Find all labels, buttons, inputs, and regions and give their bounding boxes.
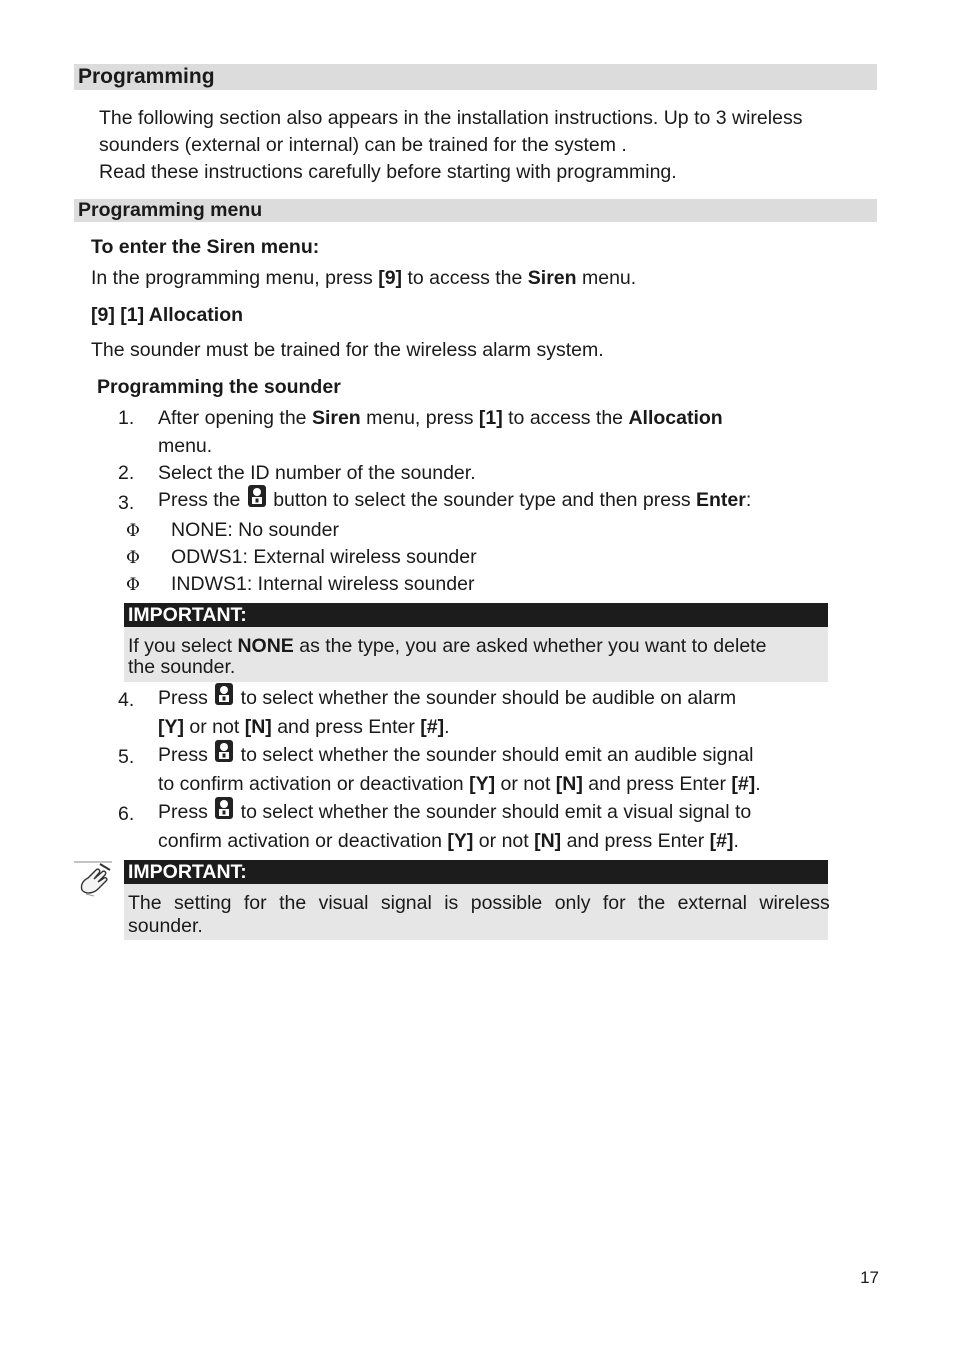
step-5-text-cont: to confirm activation or deactivation [Y] or not [N] and press Enter [#]. xyxy=(158,773,761,795)
page-number: 17 xyxy=(860,1268,879,1287)
step-6-text: Press to select whether the sounder should emit a visual signal to xyxy=(158,796,751,827)
step-3-text: Press the button to select the sounder type and then press Enter: xyxy=(158,484,751,515)
key-button-icon xyxy=(247,484,267,508)
key-button-icon xyxy=(214,739,234,763)
step-4-text: Press to select whether the sounder should be audible on alarm xyxy=(158,682,736,713)
key-button-icon xyxy=(214,796,234,820)
step-number-6: 6. xyxy=(118,803,135,825)
enter-siren-text: In the programming menu, press [9] to access the Siren menu. xyxy=(91,267,637,289)
step-1-text: After opening the Siren menu, press [1] to access the Allocation xyxy=(158,407,723,429)
bullet-2-text: ODWS1: External wireless sounder xyxy=(171,546,477,568)
important-1-line-1: If you select NONE as the type, you are asked whether you want to delete xyxy=(128,635,767,657)
step-4-text-cont: [Y] or not [N] and press Enter [#]. xyxy=(158,716,450,738)
enter-siren-title: To enter the Siren menu: xyxy=(91,236,320,258)
step-1-text-cont: menu. xyxy=(158,435,213,457)
step-number-3: 3. xyxy=(118,492,135,514)
important-label-2: IMPORTANT: xyxy=(124,860,828,884)
step-number-2: 2. xyxy=(118,462,135,484)
step-6-text-cont: confirm activation or deactivation [Y] or not [N] and press Enter [#]. xyxy=(158,830,739,852)
step-number-5: 5. xyxy=(118,746,135,768)
note-hand-icon xyxy=(74,860,114,900)
intro-line-3: Read these instructions carefully before starting with programming. xyxy=(99,161,677,183)
section-heading-programming: Programming xyxy=(74,64,877,90)
key-button-icon xyxy=(214,682,234,706)
important-2-line-1: The setting for the visual signal is possible only for the external wireless xyxy=(128,892,830,914)
bullet-1-text: NONE: No sounder xyxy=(171,519,339,541)
important-label-1: IMPORTANT: xyxy=(124,603,828,627)
allocation-title: [9] [1] Allocation xyxy=(91,304,244,326)
intro-line-1: The following section also appears in the installation instructions. Up to 3 wireless xyxy=(99,107,803,129)
allocation-text: The sounder must be trained for the wireless alarm system. xyxy=(91,339,604,361)
step-number-4: 4. xyxy=(118,689,135,711)
bullet-symbol-1: Φ xyxy=(126,521,140,541)
bullet-symbol-3: Φ xyxy=(126,575,140,595)
important-box-1 xyxy=(124,627,828,682)
bullet-symbol-2: Φ xyxy=(126,548,140,568)
important-1-line-2: the sounder. xyxy=(128,656,236,678)
intro-line-2: sounders (external or internal) can be trained for the system . xyxy=(99,134,627,156)
important-box-2 xyxy=(124,884,828,940)
programming-sounder-title: Programming the sounder xyxy=(97,376,341,398)
step-number-1: 1. xyxy=(118,407,135,429)
bullet-3-text: INDWS1: Internal wireless sounder xyxy=(171,573,475,595)
important-2-line-2: sounder. xyxy=(128,915,203,937)
step-2-text: Select the ID number of the sounder. xyxy=(158,462,476,484)
step-5-text: Press to select whether the sounder should emit an audible signal xyxy=(158,739,753,770)
section-heading-programming-menu: Programming menu xyxy=(74,199,877,222)
